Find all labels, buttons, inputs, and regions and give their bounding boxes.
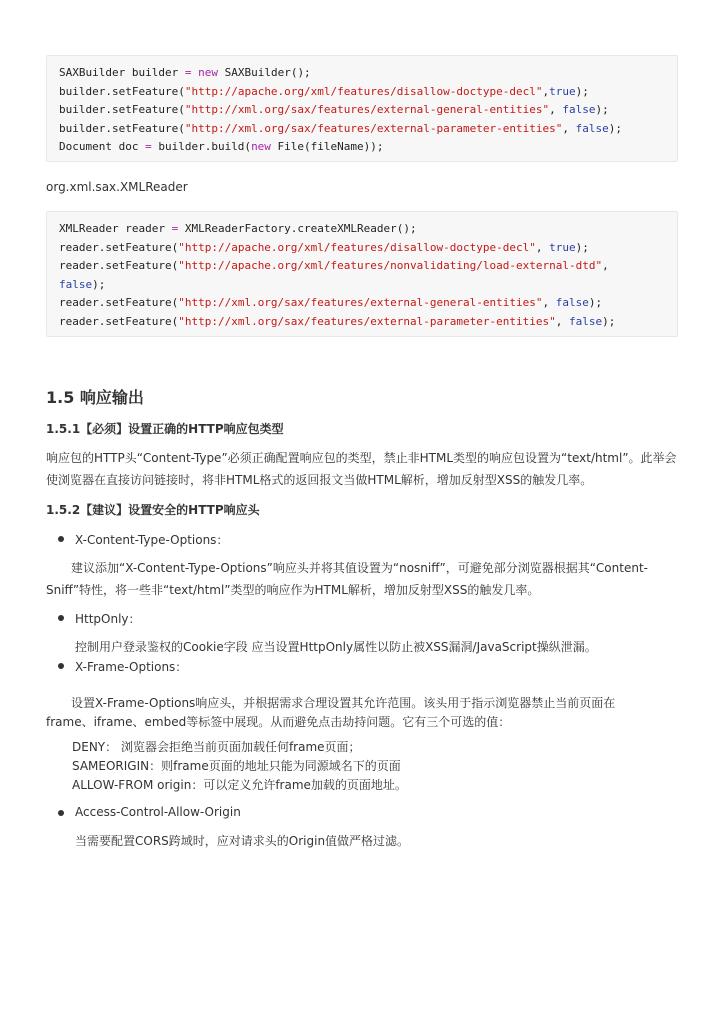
code-block-saxbuilder: [46, 55, 678, 162]
bullet-x-frame-options: X-Frame-Options：: [75, 660, 188, 674]
paragraph-httponly: 控制用户登录鉴权的Cookie字段 应当设置HttpOnly属性以防止被XSS漏洞/JavaScript操纵泄漏。: [75, 640, 597, 654]
code-line: reader.setFeature("http://xml.org/sax/features/external-general-entities", false);: [59, 296, 603, 309]
code-line: builder.setFeature("http://apache.org/xml/features/disallow-doctype-decl",true);: [59, 84, 589, 98]
code-line: Document doc = builder.build(new File(fileName));: [59, 140, 384, 153]
code-line: reader.setFeature("http://apache.org/xml/features/nonvalidating/load-external-dtd",: [59, 259, 609, 272]
paragraph-x-content-type-options: 建议添加“X-Content-Type-Options”响应头并将其值设置为“nosniff”，可避免部分浏览器根据其“Content-Sniff”特性，将一些非“text/html”类型的响应作为HTML解析，增加反射型XSS的触发几率。: [46, 561, 648, 597]
option-allow-from: ALLOW-FROM origin：可以定义允许frame加载的页面地址。: [72, 778, 407, 792]
code-line: builder.setFeature("http://xml.org/sax/features/external-general-entities", false);: [59, 103, 609, 116]
option-deny: DENY： 浏览器会拒绝当前页面加载任何frame页面；: [72, 740, 361, 754]
code-line: XMLReader reader = XMLReaderFactory.createXMLReader();: [59, 222, 417, 235]
code-line: SAXBuilder builder = new SAXBuilder();: [59, 66, 311, 79]
code-line: reader.setFeature("http://apache.org/xml/features/disallow-doctype-decl", true);: [59, 240, 589, 254]
bullet-icon: [58, 663, 64, 669]
code-block-xmlreader: [46, 211, 678, 337]
paragraph-x-frame-options: 设置X-Frame-Options响应头，并根据需求合理设置其允许范围。该头用于指示浏览器禁止当前页面在frame、iframe、embed等标签中展现。从而避免点击劫持问题。它有三个可选的值：: [46, 696, 616, 729]
bullet-icon: [58, 810, 64, 816]
bullet-icon: [58, 615, 64, 621]
bullet-access-control-allow-origin: Access-Control-Allow-Origin: [75, 805, 241, 819]
subsection-title-1-5-1: 1.5.1【必须】设置正确的HTTP响应包类型: [46, 422, 284, 436]
subsection-title-1-5-2: 1.5.2【建议】设置安全的HTTP响应头: [46, 503, 260, 517]
xmlreader-label: org.xml.sax.XMLReader: [46, 180, 188, 194]
paragraph-content-type: 响应包的HTTP头“Content-Type”必须正确配置响应包的类型，禁止非HTML类型的响应包设置为“text/html”。此举会使浏览器在直接访问链接时，将非HTML格式的返回报文当做HTML解析，增加反射型XSS的触发几率。: [46, 451, 677, 487]
bullet-icon: [58, 536, 64, 542]
code-line: false);: [59, 277, 106, 291]
bullet-x-content-type-options: X-Content-Type-Options：: [75, 533, 229, 547]
code-line: reader.setFeature("http://xml.org/sax/features/external-parameter-entities", false);: [59, 314, 616, 328]
paragraph-cors: 当需要配置CORS跨域时，应对请求头的Origin值做严格过滤。: [75, 834, 410, 848]
code-line: builder.setFeature("http://xml.org/sax/features/external-parameter-entities", false);: [59, 121, 622, 135]
bullet-httponly: HttpOnly：: [75, 612, 141, 626]
option-sameorigin: SAMEORIGIN：则frame页面的地址只能为同源域名下的页面: [72, 759, 401, 773]
section-title: 1.5 响应输出: [46, 388, 144, 407]
